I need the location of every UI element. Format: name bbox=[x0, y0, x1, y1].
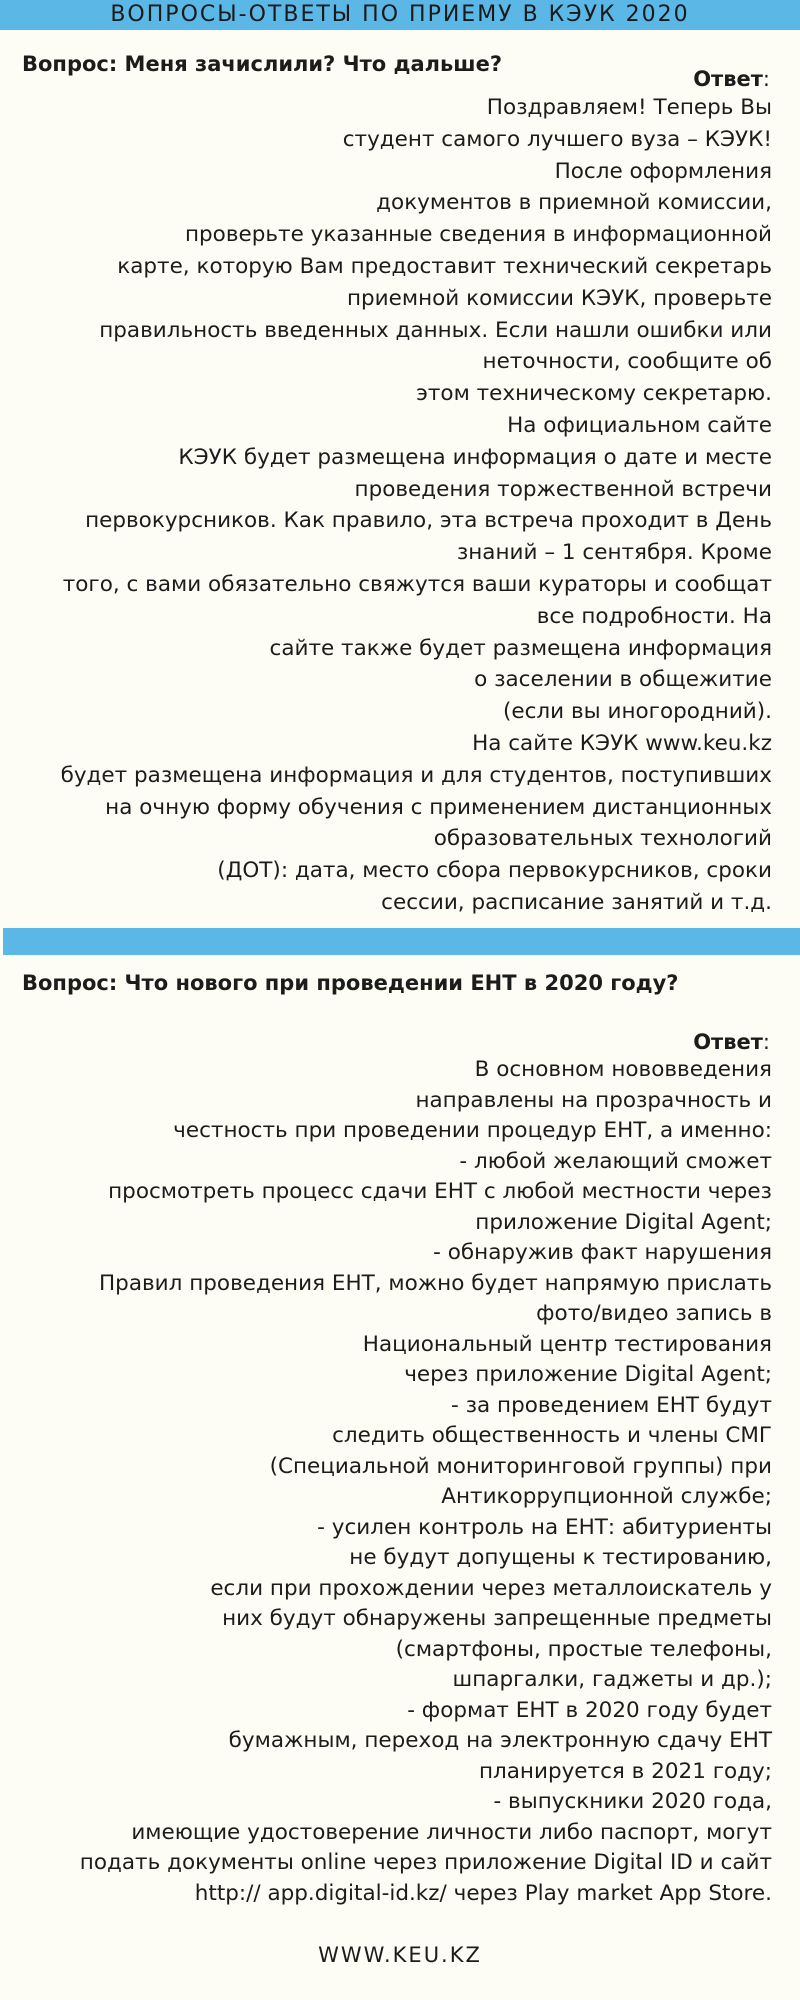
section-divider bbox=[3, 928, 800, 955]
answer-line: - усилен контроль на ЕНТ: абитуриенты bbox=[317, 1514, 772, 1540]
answer-line: на очную форму обучения с применением дистанционных bbox=[105, 794, 772, 820]
answer-line: направлены на прозрачность и bbox=[415, 1087, 772, 1113]
answer-line: приложение Digital Agent; bbox=[475, 1209, 772, 1235]
answer-line: проведения торжественной встречи bbox=[354, 476, 772, 502]
answer-line: - выпускники 2020 года, bbox=[493, 1789, 772, 1814]
answer-line: В основном нововведения bbox=[474, 1057, 772, 1082]
answer-label-text: Ответ bbox=[693, 1030, 763, 1054]
answer-line: фото/видео запись в bbox=[536, 1301, 772, 1326]
answer-line: все подробности. На bbox=[536, 603, 772, 629]
answer-line: знаний – 1 сентября. Кроме bbox=[456, 540, 772, 566]
answer-line: честность при проведении процедур ЕНТ, а именно: bbox=[173, 1118, 772, 1143]
answer-line: о заселении в общежитие bbox=[474, 667, 772, 693]
answer-line: карте, которую Вам предоставит технический секретарь bbox=[117, 253, 772, 279]
footer-url[interactable]: WWW.KEU.KZ bbox=[318, 1943, 482, 1967]
answer-line: На официальном сайте bbox=[507, 412, 772, 438]
answer-line: http:// app.digital-id.kz/ через Play market App Store. bbox=[194, 1880, 772, 1906]
answer-line: первокурсников. Как правило, эта встреча проходит в День bbox=[85, 508, 772, 534]
answer-2-label: Ответ: bbox=[693, 1030, 770, 1054]
answer-line: На сайте КЭУК www.keu.kz bbox=[472, 730, 772, 756]
answer-line: КЭУК будет размещена информация о дате и месте bbox=[178, 444, 772, 470]
answer-line: проверьте указанные сведения в информационной bbox=[184, 222, 772, 248]
answer-line: подать документы online через приложение Digital ID и сайт bbox=[79, 1850, 772, 1875]
answer-line: Антикоррупционной службе; bbox=[441, 1484, 772, 1509]
answer-line: сессии, расписание занятий и т.д. bbox=[381, 889, 772, 915]
answer-line: неточности, сообщите об bbox=[482, 349, 772, 375]
answer-line: образовательных технологий bbox=[433, 826, 772, 852]
answer-line: не будут допущены к тестированию, bbox=[349, 1545, 772, 1570]
answer-line: имеющие удостоверение личности либо паспорт, могут bbox=[131, 1819, 772, 1845]
answer-1-body bbox=[12, 92, 772, 919]
answer-line: (ДОТ): дата, место сбора первокурсников, сроки bbox=[217, 858, 772, 884]
answer-line: - обнаружив факт нарушения bbox=[433, 1240, 772, 1265]
answer-line: Правил проведения ЕНТ, можно будет напрямую прислать bbox=[99, 1270, 772, 1296]
answer-1-label: Ответ: bbox=[693, 67, 770, 91]
answer-label-text: Ответ bbox=[693, 67, 763, 91]
answer-line: планируется в 2021 году; bbox=[478, 1758, 772, 1784]
answer-line: - любой желающий сможет bbox=[459, 1148, 772, 1174]
answer-line: документов в приемной комиссии, bbox=[376, 190, 772, 216]
answer-line: студент самого лучшего вуза – КЭУК! bbox=[342, 126, 772, 152]
answer-line: - за проведением ЕНТ будут bbox=[450, 1392, 772, 1418]
answer-line: сайте также будет размещена информация bbox=[269, 635, 772, 661]
answer-line: следить общественность и члены СМГ bbox=[332, 1423, 772, 1448]
answer-line: После оформления bbox=[554, 158, 772, 184]
answer-line: через приложение Digital Agent; bbox=[404, 1362, 772, 1387]
answer-line: - формат ЕНТ в 2020 году будет bbox=[407, 1697, 772, 1723]
answer-line: этом техническому секретарю. bbox=[416, 381, 772, 407]
question-2: Вопрос: Что нового при проведении ЕНТ в 2020 году? bbox=[22, 971, 679, 995]
answer-line: приемной комиссии КЭУК, проверьте bbox=[346, 285, 772, 311]
answer-line: них будут обнаружены запрещенные предметы bbox=[222, 1606, 772, 1631]
answer-line: просмотреть процесс сдачи ЕНТ с любой местности через bbox=[108, 1179, 772, 1204]
answer-line: (если вы иногородний). bbox=[503, 699, 772, 725]
answer-line: (Специальной мониторинговой группы) при bbox=[269, 1453, 772, 1479]
answer-line: будет размещена информация и для студентов, поступивших bbox=[60, 762, 772, 788]
answer-line: (смартфоны, простые телефоны, bbox=[395, 1636, 772, 1662]
footer-website[interactable] bbox=[0, 1943, 800, 1967]
page-banner bbox=[0, 0, 800, 30]
answer-2-body bbox=[12, 1055, 772, 1909]
answer-line: того, с вами обязательно свяжутся ваши кураторы и сообщат bbox=[62, 571, 772, 597]
answer-line: Национальный центр тестирования bbox=[362, 1331, 772, 1357]
answer-line: если при прохождении через металлоискатель у bbox=[210, 1575, 772, 1601]
answer-line: правильность введенных данных. Если нашли ошибки или bbox=[99, 317, 772, 343]
banner-title: ВОПРОСЫ-ОТВЕТЫ ПО ПРИЕМУ В КЭУК 2020 bbox=[110, 2, 690, 27]
answer-line: Поздравляем! Теперь Вы bbox=[486, 95, 772, 120]
answer-line: шпаргалки, гаджеты и др.); bbox=[452, 1667, 772, 1692]
answer-line: бумажным, переход на электронную сдачу ЕНТ bbox=[228, 1728, 772, 1753]
question-1: Вопрос: Меня зачислили? Что дальше? bbox=[22, 52, 503, 76]
